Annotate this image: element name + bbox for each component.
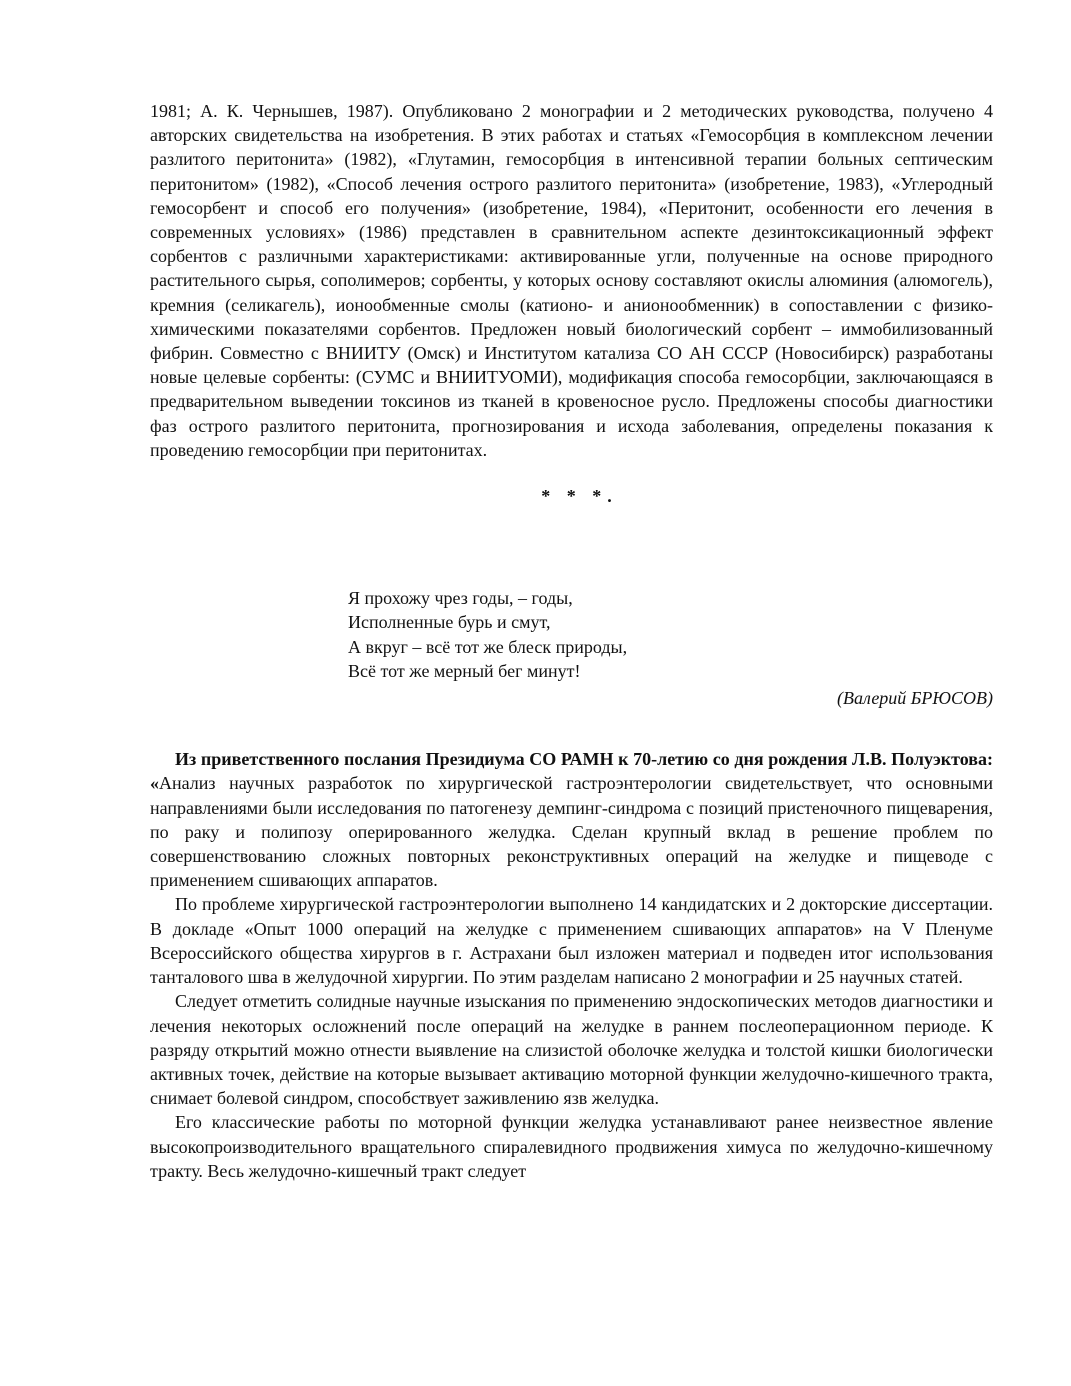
body-paragraph: Следует отметить солидные научные изыскания по применению эндоскопических методов диагностики и лечения некоторых осложнений после операций на желудке в раннем послеоперационном периоде. К разряду открытий можно отнести выявление на слизистой оболочке желудка и толстой кишки биологически активных точек, действие на которые вызывает активацию моторной функции желудочно-кишечного тракта, снимает болевой синдром, способствует заживлению язв желудка. <box>150 991 993 1109</box>
greeting-address-text: Анализ научных разработок по хирургической гастроэнтерологии свидетельствует, что основными направлениями были исследования по патогенезу демпинг-синдрома с позиций пристеночного пищеварения, по раку и полипозу оперированного желудка. Сделан крупный вклад в решение проблем по совершенствованию сложных повторных реконструктивных операций на желудке и пищеводе с применением сшивающих аппаратов. <box>150 773 993 891</box>
poem-author: (Валерий БРЮСОВ) <box>837 688 993 709</box>
poem-epigraph <box>348 586 993 683</box>
poem-line: Исполненные бурь и смут, <box>348 612 551 633</box>
section-separator: * * *. <box>541 486 618 507</box>
poem-line: Я прохожу чрез годы, – годы, <box>348 588 573 609</box>
greeting-address-paragraph <box>150 747 993 892</box>
intro-paragraph: 1981; А. К. Чернышев, 1987). Опубликовано 2 монографии и 2 методических руководства, получено 4 авторских свидетельства на изобретения. В этих работах и статьях «Гемосорбция в комплексном лечении разлитого перитонита» (1982), «Глутамин, гемосорбция в интенсивной терапии больных септическим перитонитом» (1982), «Способ лечения острого разлитого перитонита» (изобретение, 1983), «Углеродный гемосорбент и способ его получения» (изобретение, 1984), «Перитонит, особенности его лечения в современных условиях» (1986) представлен в сравнительном аспекте дезинтоксикационный эффект сорбентов с различными характеристиками: активированные угли, полученные на основе природного растительного сырья, сополимеров; сорбенты, у которых основу составляют окислы алюминия (алюмогель), кремния (селикагель), ионообменные смолы (катионо- и анионообменник) в сопоставлении с физико-химическими показателями сорбентов. Предложен новый биологический сорбент – иммобилизованный фибрин. Совместно с ВНИИТУ (Омск) и Институтом катализа СО АН СССР (Новосибирск) разработаны новые целевые сорбенты: (СУМС и ВНИИТУОМИ), модификация способа гемосорбции, заключающаяся в предварительном выведении токсинов из тканей в кровеносное русло. Предложены способы диагностики фаз острого разлитого перитонита, прогнозирования и исхода заболевания, определены показания к проведению гемосорбции при перитонитах. <box>150 101 993 460</box>
body-paragraph: По проблеме хирургической гастроэнтерологии выполнено 14 кандидатских и 2 докторские диссертации. В докладе «Опыт 1000 операций на желудке с применением сшивающих аппаратов» на V Пленуме Всероссийского общества хирургов в г. Астрахани был изложен материал и подведен итог использования танталового шва в желудочной хирургии. По этим разделам написано 2 монографии и 25 научных статей. <box>150 894 993 988</box>
poem-line: А вкруг – всё тот же блеск природы, <box>348 636 628 657</box>
body-paragraph: Его классические работы по моторной функции желудка устанавливают ранее неизвестное явление высокопроизводительного вращательного спиралевидного продвижения химуса по желудочно-кишечному тракту. Весь желудочно-кишечный тракт следует <box>150 1112 993 1181</box>
greeting-address-lead: Из приветственного послания Президиума СО РАМН к 70-летию со дня рождения Л.В. Полуэктова: « <box>150 749 993 794</box>
poem-line: Всё тот же мерный бег минут! <box>348 660 581 681</box>
document-page <box>150 99 993 1183</box>
